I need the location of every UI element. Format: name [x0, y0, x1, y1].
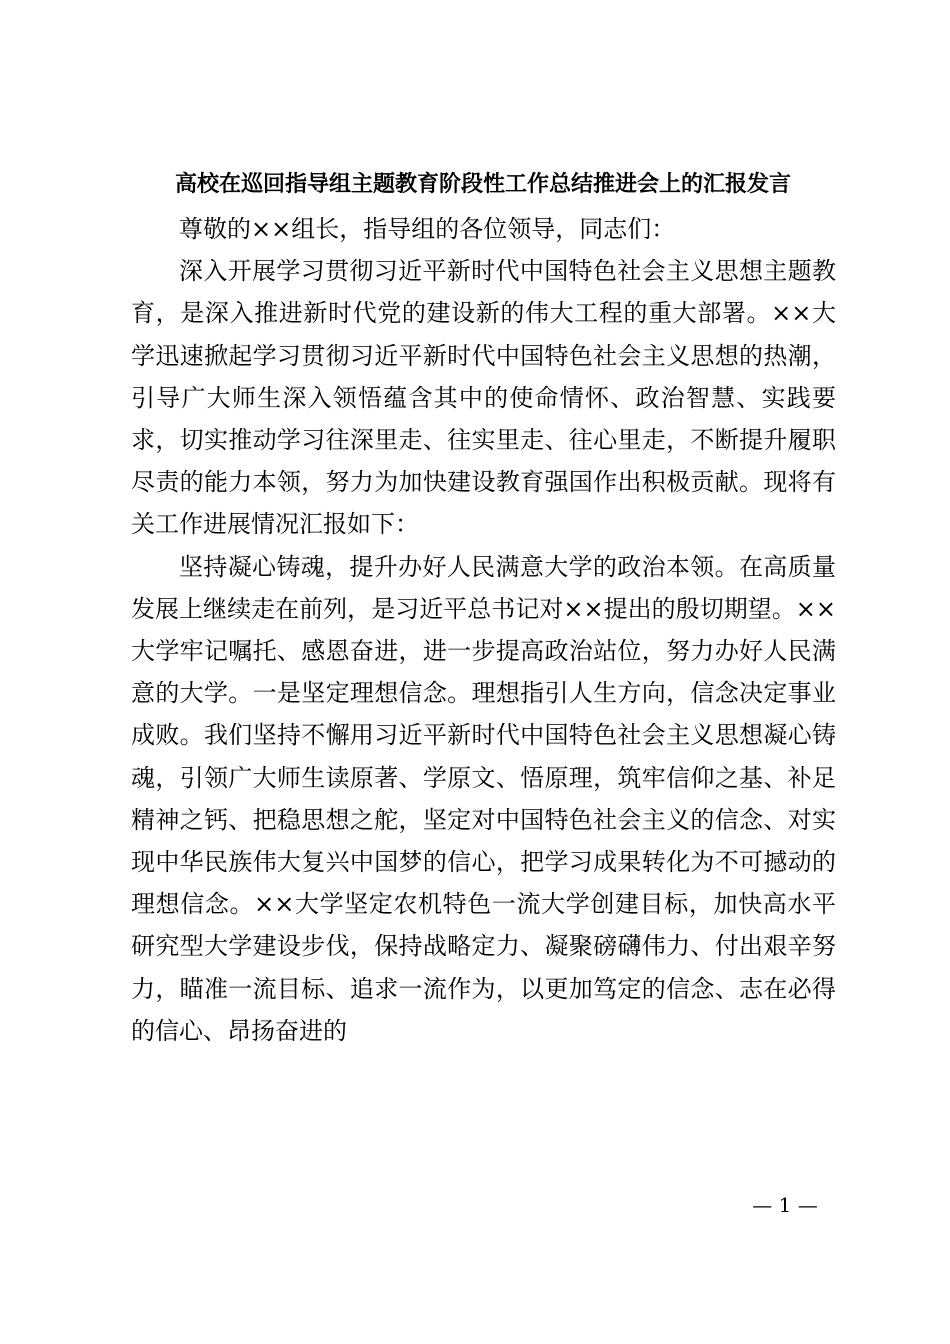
salutation: 尊敬的××组长，指导组的各位领导，同志们： [179, 215, 676, 243]
paragraph-section-1: 坚持凝心铸魂，提升办好人民满意大学的政治本领。在高质量发展上继续走在前列，是习近平总书记对××提出的殷切期望。××大学牢记嘱托、感恩奋进，进一步提高政治站位，努力办好人民满意的大学。一是坚定理想信念。理想指引人生方向，信念决定事业成败。我们坚持不懈用习近平新时代中国特色社会主义思想凝心铸魂，引领广大师生读原著、学原文、悟原理，筑牢信仰之基、补足精神之钙、把稳思想之舵，坚定对中国特色社会主义的信念、对实现中华民族伟大复兴中国梦的信心，把学习成果转化为不可撼动的理想信念。××大学坚定农机特色一流大学创建目标，加快高水平研究型大学建设步伐，保持战略定力、凝聚磅礴伟力、付出艰辛努力，瞄准一流目标、追求一流作为，以更加笃定的信念、志在必得的信心、昂扬奋进的 [131, 552, 836, 1045]
document-body [131, 208, 836, 1052]
paragraph-intro: 深入开展学习贯彻习近平新时代中国特色社会主义思想主题教育，是深入推进新时代党的建设新的伟大工程的重大部署。××大学迅速掀起学习贯彻习近平新时代中国特色社会主义思想的热潮，引导广大师生深入领悟蕴含其中的使命情怀、政治智慧、实践要求，切实推动学习往深里走、往实里走、往心里走，不断提升履职尽责的能力本领，努力为加快建设教育强国作出积极贡献。现将有关工作进展情况汇报如下： [131, 257, 836, 539]
page-number: — 1 — [752, 1193, 818, 1217]
document-title: 高校在巡回指导组主题教育阶段性工作总结推进会上的汇报发言 [174, 171, 791, 197]
